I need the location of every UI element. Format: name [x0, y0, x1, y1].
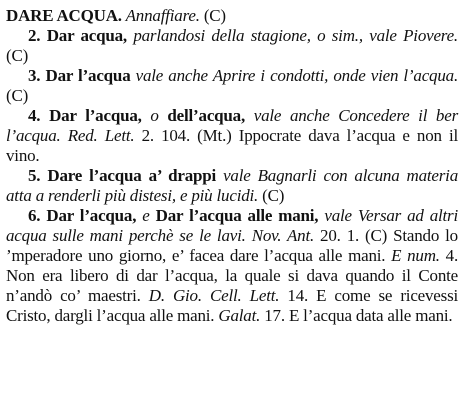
- citation-quote: Non era libero di dar l’acqua, la quale si dava quando il Conte n’andò co’ maestri.: [6, 266, 458, 305]
- citation-quote: Ippocrate dava l’acqua e non il vino.: [6, 126, 458, 165]
- entry-source: (Mt.): [190, 126, 232, 145]
- citation-work: Nov. Ant.: [245, 226, 315, 245]
- entry-definition: vale anche Concedere il ber l’acqua.: [6, 106, 458, 145]
- entry-headword-variant: dell’acqua,: [158, 106, 246, 125]
- citation-locator: 14.: [279, 286, 309, 305]
- citation-work: Galat.: [214, 306, 261, 325]
- entry-number: 2.: [28, 26, 41, 45]
- entry-headword: Dar acqua,: [40, 26, 127, 45]
- entry-number: 6.: [28, 206, 41, 225]
- entry-number: 5.: [28, 166, 41, 185]
- entry-headword: DARE ACQUA.: [6, 6, 122, 25]
- citation-work: Red. Lett.: [60, 126, 135, 145]
- citation-work: D. Gio. Cell. Lett.: [140, 286, 280, 305]
- entry-number: 4.: [28, 106, 41, 125]
- citation-quote: E l’acqua data alle mani.: [284, 306, 453, 325]
- entry-connector: o: [141, 106, 159, 125]
- entry-headword-variant: Dar l’acqua alle mani,: [149, 206, 319, 225]
- entry-headword: Dare l’acqua a’ drappi: [40, 166, 217, 185]
- citation-locator: 2. 104.: [134, 126, 191, 145]
- entry-number: 3.: [28, 66, 41, 85]
- citation-work: E num.: [385, 246, 440, 265]
- citation-quote: Stando lo ’mperadore uno giorno, e’ facea dare l’acqua alle mani.: [6, 226, 458, 265]
- citation-locator: 4.: [439, 246, 458, 265]
- entry-1: [6, 6, 458, 26]
- entry-source: (C): [6, 46, 29, 65]
- entry-source: (C): [199, 6, 226, 25]
- entry-2: [6, 26, 458, 66]
- entry-source: (C): [6, 86, 29, 105]
- citation-locator: 20. 1.: [314, 226, 360, 245]
- entry-headword: Dar l’acqua,: [40, 206, 137, 225]
- entry-definition: parlandosi della stagione, o sim., vale Piovere.: [126, 26, 458, 45]
- citation-locator: 17.: [260, 306, 285, 325]
- entry-5: [6, 166, 458, 206]
- entry-6: [6, 206, 458, 326]
- entry-4: [6, 106, 458, 166]
- entry-definition: vale Versar ad altri acqua sulle mani perchè se le lavi.: [6, 206, 458, 245]
- entry-3: [6, 66, 458, 106]
- entry-headword: Dar l’acqua,: [40, 106, 142, 125]
- entry-source: (C): [258, 186, 285, 205]
- entry-definition: Annaffiare.: [121, 6, 200, 25]
- citation-quote: E come se ricevessi Cristo, dargli l’acqua alle mani.: [6, 286, 459, 325]
- entry-source: (C): [359, 226, 388, 245]
- entry-headword: Dar l’acqua: [40, 66, 131, 85]
- entry-definition: vale Bagnarli con alcuna materia atta a renderli più distesi, e più lucidi.: [6, 166, 458, 205]
- entry-connector: e: [136, 206, 150, 225]
- entry-definition: vale anche Aprire i condotti, onde vien l’acqua.: [130, 66, 458, 85]
